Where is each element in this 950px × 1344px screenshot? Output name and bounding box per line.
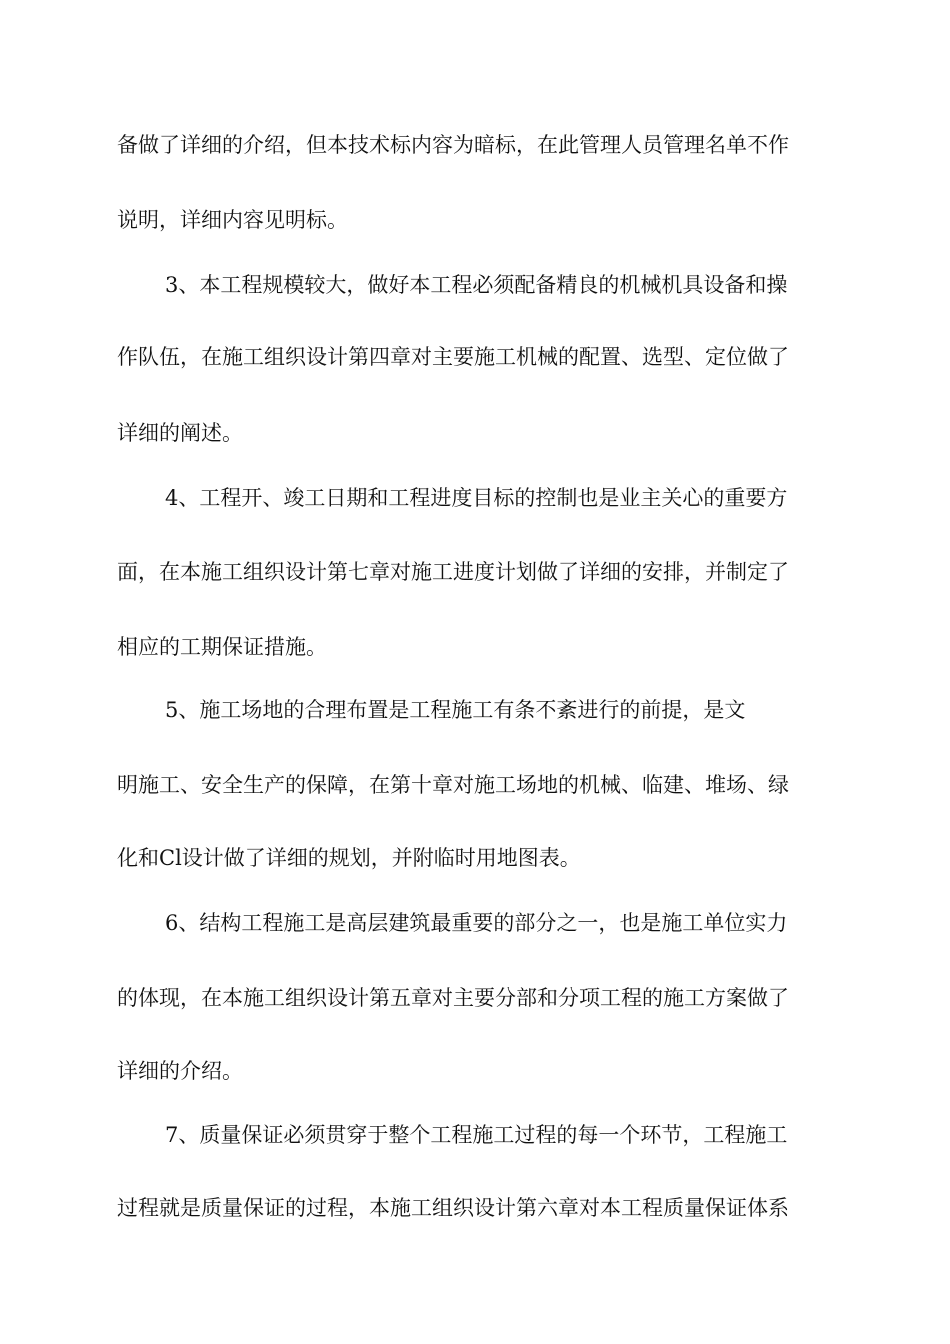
text-line-11: 化和Cl设计做了详细的规划，并附临时用地图表。	[117, 846, 581, 870]
text-line-7: 面，在本施工组织设计第七章对施工进度计划做了详细的安排，并制定了	[117, 560, 789, 584]
text-line-2: 说明，详细内容见明标。	[117, 208, 348, 232]
text-line-12: 6、结构工程施工是高层建筑最重要的部分之一，也是施工单位实力	[165, 911, 788, 935]
text-line-10: 明施工、安全生产的保障，在第十章对施工场地的机械、临建、堆场、绿	[117, 773, 789, 797]
text-line-5: 详细的阐述。	[117, 421, 243, 445]
text-line-15: 7、质量保证必须贯穿于整个工程施工过程的每一个环节，工程施工	[165, 1123, 788, 1147]
text-line-1: 备做了详细的介绍，但本技术标内容为暗标，在此管理人员管理名单不作	[117, 133, 789, 157]
text-line-13: 的体现，在本施工组织设计第五章对主要分部和分项工程的施工方案做了	[117, 986, 789, 1010]
text-line-6: 4、工程开、竣工日期和工程进度目标的控制也是业主关心的重要方	[165, 486, 788, 510]
text-line-9: 5、施工场地的合理布置是工程施工有条不紊进行的前提，是文	[165, 698, 746, 722]
text-line-8: 相应的工期保证措施。	[117, 635, 327, 659]
text-line-16: 过程就是质量保证的过程，本施工组织设计第六章对本工程质量保证体系	[117, 1196, 789, 1220]
text-line-4: 作队伍，在施工组织设计第四章对主要施工机械的配置、选型、定位做了	[117, 345, 789, 369]
text-line-3: 3、本工程规模较大，做好本工程必须配备精良的机械机具设备和操	[165, 273, 788, 297]
text-line-14: 详细的介绍。	[117, 1059, 243, 1083]
